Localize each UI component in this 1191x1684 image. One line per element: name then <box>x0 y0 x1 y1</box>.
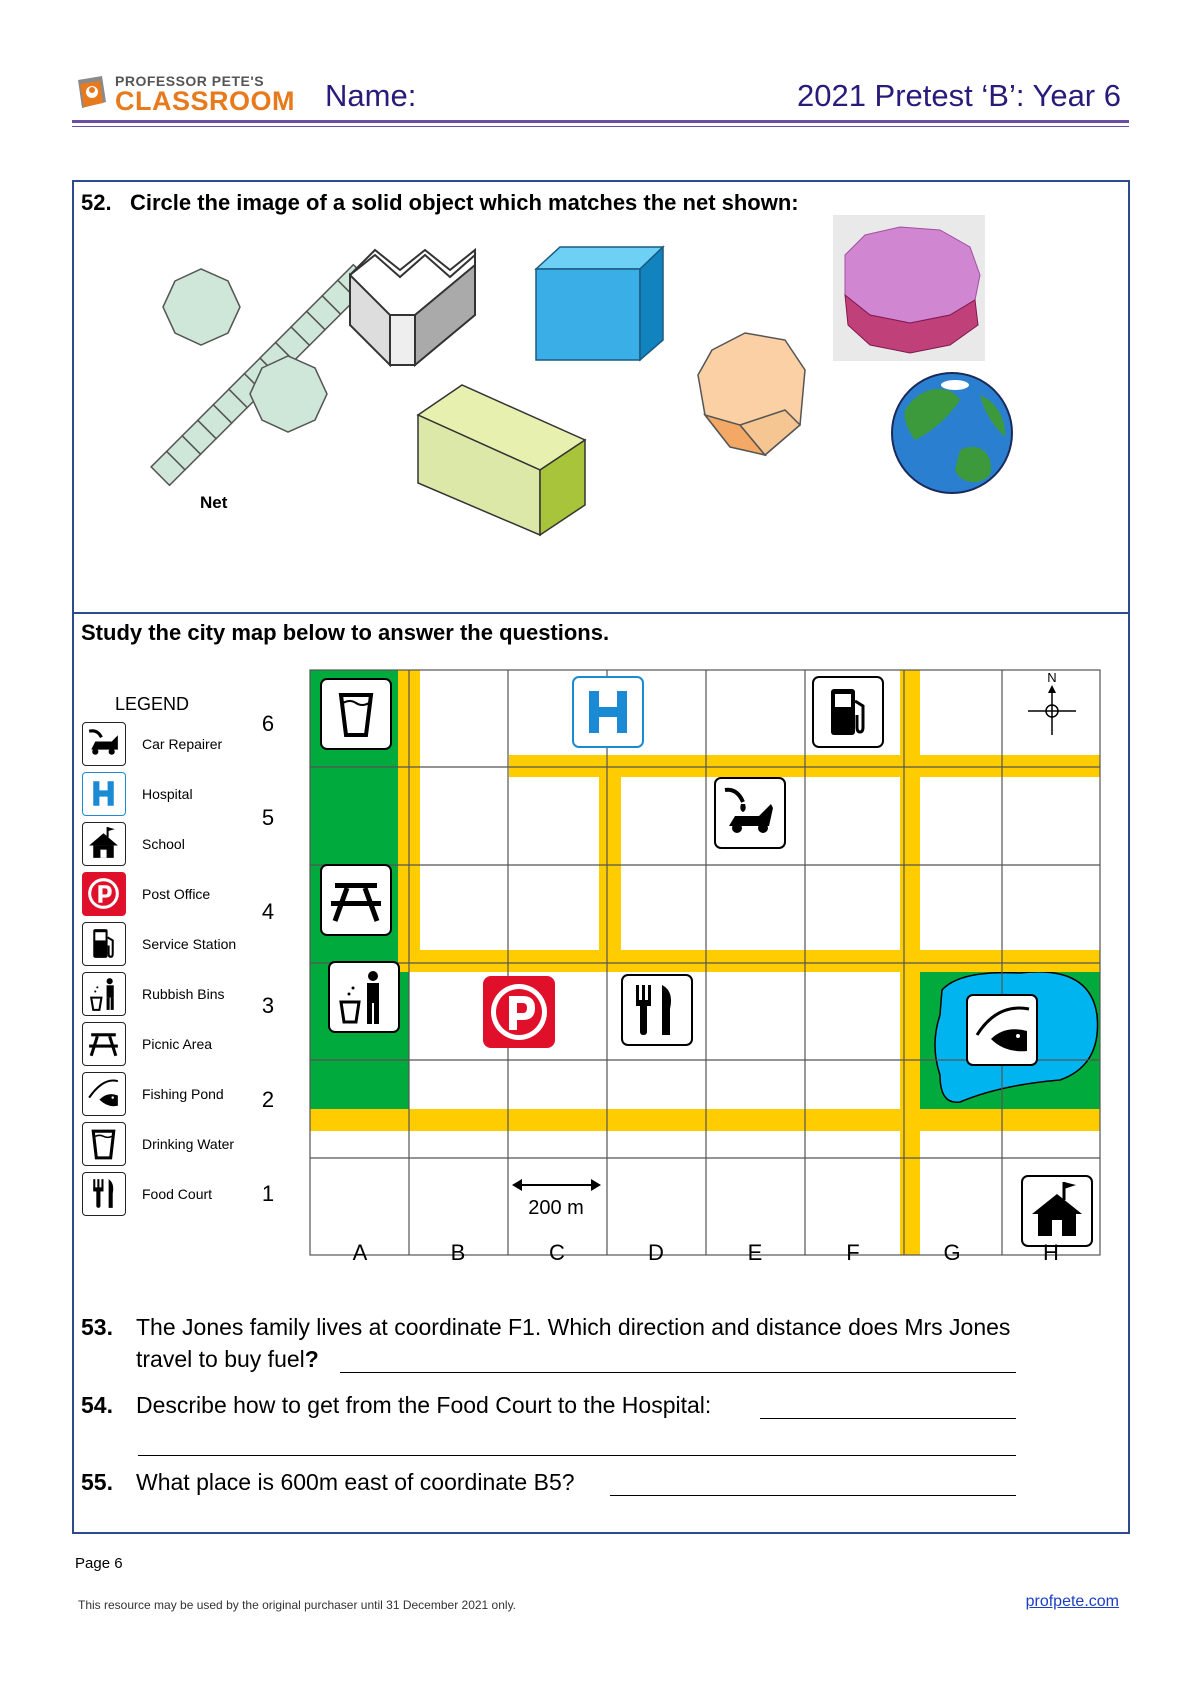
row-label: 3 <box>261 993 275 1018</box>
question-53-text-line2 <box>136 1346 319 1373</box>
logo-text-bottom: CLASSROOM <box>115 86 295 116</box>
question-53-text-cont: travel to buy fuel <box>136 1346 305 1372</box>
answer-line-54[interactable] <box>760 1418 1016 1419</box>
octagonal-prism-shape <box>698 333 805 455</box>
row-label: 4 <box>261 899 275 924</box>
header-rule <box>72 120 1129 123</box>
drinking-water-icon <box>82 1122 126 1166</box>
logo-text-top: PROFESSOR PETE'S <box>115 73 265 89</box>
w-prism-shape <box>350 250 475 365</box>
north-label: N <box>1047 670 1057 685</box>
question-53-number: 53. <box>81 1314 113 1340</box>
header-rule-thin <box>72 126 1129 127</box>
legend-label: Rubbish Bins <box>142 986 225 1002</box>
hospital-icon <box>573 677 643 747</box>
globe-sphere <box>892 373 1012 493</box>
city-map <box>240 665 1120 1275</box>
car-repairer-icon <box>82 722 126 766</box>
answer-line-54-continued[interactable] <box>138 1455 1016 1456</box>
scale-bar <box>512 1179 601 1219</box>
row-label: 6 <box>261 711 275 736</box>
legend-label: Drinking Water <box>142 1136 235 1152</box>
legend-title: LEGEND <box>115 694 190 714</box>
legend-label: School <box>142 836 185 852</box>
question-55-number: 55. <box>81 1469 113 1495</box>
column-label: E <box>747 1240 763 1265</box>
net-label: Net <box>200 493 228 512</box>
legend-label: Hospital <box>142 786 193 802</box>
fishing-pond-icon <box>967 995 1037 1065</box>
section-divider <box>72 612 1128 614</box>
fishing-pond-icon <box>82 1072 126 1116</box>
column-label: A <box>352 1240 368 1265</box>
page-number: Page 6 <box>75 1555 123 1572</box>
school-icon <box>82 822 126 866</box>
question-55-text: What place is 600m east of coordinate B5? <box>136 1469 575 1495</box>
school-icon <box>1022 1176 1092 1246</box>
net-diagram <box>151 265 372 486</box>
legend-label: Post Office <box>142 886 211 902</box>
logo-book-icon <box>72 72 112 112</box>
picnic-area-icon <box>82 1022 126 1066</box>
rubbish-bins-icon <box>82 972 126 1016</box>
column-label: B <box>450 1240 466 1265</box>
service-station-icon <box>813 677 883 747</box>
map-instructions: Study the city map below to answer the questions. <box>81 620 610 645</box>
column-label: D <box>648 1240 664 1265</box>
question-52-heading <box>81 190 799 216</box>
food-court-icon <box>622 975 692 1045</box>
usage-notice: This resource may be used by the original purchaser until 31 December 2021 only. <box>78 1598 517 1612</box>
scale-label: 200 m <box>528 1197 584 1219</box>
decagonal-prism-shape <box>833 215 985 361</box>
rectangular-prism-shape <box>418 385 585 535</box>
legend-label: Service Station <box>142 936 237 952</box>
service-station-icon <box>82 922 126 966</box>
question-54-text: Describe how to get from the Food Court to the Hospital: <box>136 1392 712 1418</box>
name-label: Name: <box>325 78 417 113</box>
question-53-text: The Jones family lives at coordinate F1. Which direction and distance does Mrs Jones <box>136 1314 1011 1340</box>
website-link[interactable]: profpete.com <box>1025 1593 1119 1610</box>
test-title: 2021 Pretest ‘B’: Year 6 <box>796 78 1121 113</box>
compass-icon <box>1028 670 1076 735</box>
row-label: 5 <box>261 805 275 830</box>
car-repairer-icon <box>715 778 785 848</box>
cube-shape <box>536 247 663 360</box>
legend-label: Picnic Area <box>142 1036 213 1052</box>
legend-label: Car Repairer <box>142 736 223 752</box>
rubbish-bins-icon <box>329 962 399 1032</box>
legend-label: Food Court <box>142 1186 213 1202</box>
question-53-mark: ? <box>304 1346 319 1372</box>
hospital-icon <box>82 772 126 816</box>
question-52-text: Circle the image of a solid object which matches the net shown: <box>129 190 799 215</box>
row-label: 2 <box>261 1087 275 1112</box>
question-52-number: 52. <box>81 190 112 215</box>
shape-options <box>100 215 1120 595</box>
post-office-icon <box>483 976 555 1048</box>
post-office-icon <box>82 872 126 916</box>
picnic-area-icon <box>321 865 391 935</box>
column-label: G <box>943 1240 961 1265</box>
food-court-icon <box>82 1172 126 1216</box>
drinking-water-icon <box>321 679 391 749</box>
row-label: 1 <box>261 1181 275 1206</box>
answer-line-53[interactable] <box>340 1372 1016 1373</box>
column-label: F <box>846 1240 860 1265</box>
column-label: C <box>549 1240 565 1265</box>
column-label: H <box>1043 1240 1059 1265</box>
legend-label: Fishing Pond <box>142 1086 224 1102</box>
answer-line-55[interactable] <box>610 1495 1016 1496</box>
question-54-number: 54. <box>81 1392 113 1418</box>
